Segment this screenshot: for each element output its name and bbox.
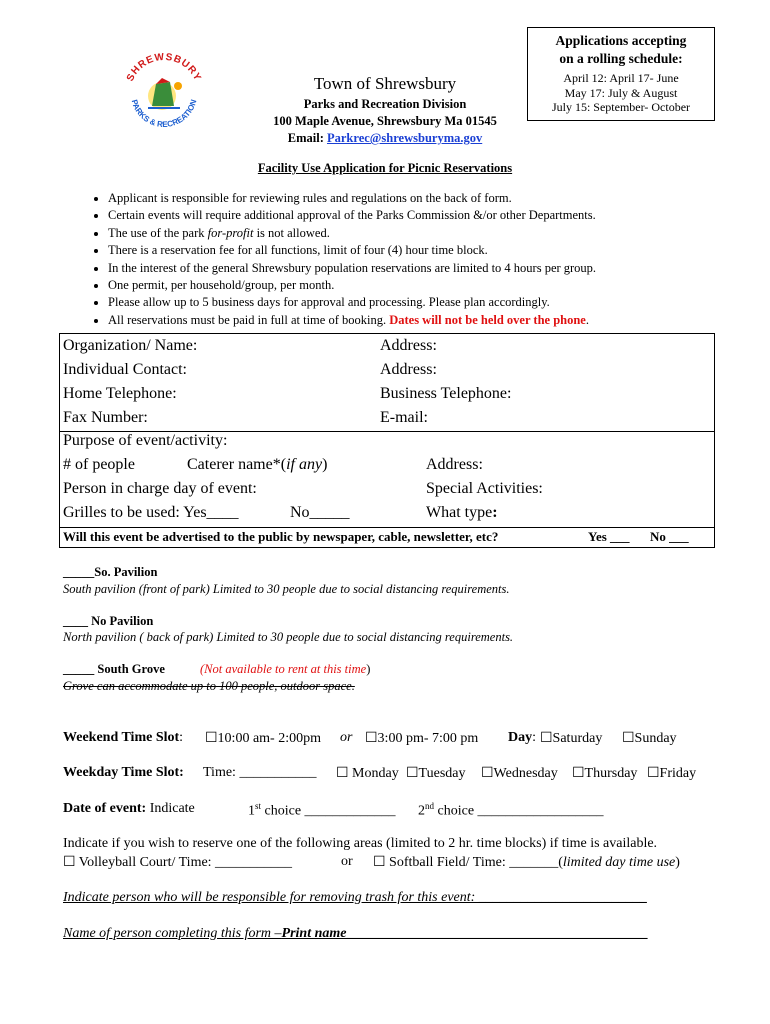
grilles-yes-field[interactable]: Grilles to be used: Yes____ [63,504,239,521]
weekend-or: or [340,730,353,745]
south-grove-desc: Grove can accommodate up to 100 people, outdoor space. [63,679,355,693]
schedule-heading-2: on a rolling schedule: [559,51,683,66]
advertised-yes[interactable]: Yes ___ [588,529,630,544]
email-label: Email: [287,131,327,145]
rule-item: • Please allow up to 5 business days for approval and processing. Please plan accordingly. [108,294,596,311]
division-address: 100 Maple Avenue, Shrewsbury Ma 01545 [273,114,497,128]
svg-text:PARKS & RECREATION: PARKS & RECREATION [129,98,199,130]
day-label: Day: [508,730,537,745]
rule-item: • One permit, per household/group, per month. [108,277,596,294]
advertised-no[interactable]: No ___ [650,529,689,544]
areas-intro: Indicate if you wish to reserve one of the following areas (limited to 2 hr. time blocks) if time is available. [63,836,658,851]
business-telephone-field[interactable]: Business Telephone: [380,385,512,402]
special-activities-field[interactable]: Special Activities: [426,480,543,497]
schedule-box [527,27,715,121]
rule-item: • All reservations must be paid in full at time of booking. Dates will not be held over the phone. [108,312,596,329]
organization-field[interactable]: Organization/ Name: [63,337,198,354]
second-choice-field[interactable]: 2nd choice __________________ [418,801,604,819]
applicant-info-grid [59,333,715,548]
sunday-checkbox[interactable]: ☐Sunday [622,731,677,746]
south-grove-unavailable: (Not available to rent at this time) [200,662,371,676]
address-field-3[interactable]: Address: [426,456,483,473]
weekday-time-label: Weekday Time Slot: [63,765,184,780]
phone-warning: Dates will not be held over the phone [389,312,586,327]
caterer-field[interactable]: Caterer name*(if any) [187,456,328,473]
schedule-line-2: May 17: July & August [564,85,678,100]
division-name: Parks and Recreation Division [303,97,467,111]
south-pavilion-option[interactable]: _____So. Pavilion [63,565,158,579]
schedule-line-1: April 12: April 17- June [563,71,679,85]
softball-field-option[interactable]: ☐ Softball Field/ Time: _______(limited day time use) [373,855,680,870]
address-field-1[interactable]: Address: [380,337,437,354]
south-grove-option[interactable]: _____ South Grove [63,662,165,676]
purpose-field[interactable]: Purpose of event/activity: [63,432,228,449]
north-pavilion-desc: North pavilion ( back of park) Limited to 30 people due to social distancing requirements. [63,630,514,644]
event-section [60,431,714,528]
rules-list [66,190,596,329]
person-in-charge-field[interactable]: Person in charge day of event: [63,480,257,497]
division-email [0,131,770,146]
fax-field[interactable]: Fax Number: [63,409,148,426]
volleyball-court-option[interactable]: ☐ Volleyball Court/ Time: ___________ [63,855,293,870]
form-title: Facility Use Application for Picnic Reservations [257,161,513,175]
people-count-field[interactable]: # of people [63,456,135,473]
rule-item: • Applicant is responsible for reviewing rules and regulations on the back of form. [108,190,596,207]
svg-text:SHREWSBURY: SHREWSBURY [124,52,204,84]
schedule-line-3: July 15: September- October [551,100,691,114]
contact-section [60,334,714,432]
home-telephone-field[interactable]: Home Telephone: [63,385,177,402]
completing-name-field[interactable]: Name of person completing this form –Print name___________________________________________ [63,926,648,941]
wednesday-checkbox[interactable]: ☐Wednesday [481,766,558,781]
weekend-time-label: Weekend Time Slot: [63,730,184,745]
weekday-time-field[interactable]: Time: ___________ [203,765,317,780]
email-field[interactable]: E-mail: [380,409,428,426]
rule-item: • In the interest of the general Shrewsbury population reservations are limited to 4 hours per group. [108,260,596,277]
rule-item: • Certain events will require additional approval of the Parks Commission &/or other Departments. [108,207,596,224]
north-pavilion-option[interactable]: ____ No Pavilion [63,614,154,628]
trash-responsible-field[interactable]: Indicate person who will be responsible for removing trash for this event: ________________________ [63,890,647,905]
advertised-question: Will this event be advertised to the public by newspaper, cable, newsletter, etc? [63,529,499,544]
address-field-2[interactable]: Address: [380,361,437,378]
email-link[interactable]: Parkrec@shrewsburyma.gov [326,131,483,145]
monday-checkbox[interactable]: ☐ Monday [336,766,399,781]
rule-item: • There is a reservation fee for all functions, limit of four (4) hour time block. [108,242,596,259]
south-pavilion-desc: South pavilion (front of park) Limited to 30 people due to social distancing requirements. [63,582,510,596]
areas-or: or [341,854,353,869]
town-title: Town of Shrewsbury [313,74,457,93]
grilles-no-field[interactable]: No_____ [290,504,350,521]
saturday-checkbox[interactable]: ☐Saturday [540,731,603,746]
schedule-heading-1: Applications accepting [555,33,687,48]
weekend-slot-morning[interactable]: ☐10:00 am- 2:00pm [205,731,321,746]
thursday-checkbox[interactable]: ☐Thursday [572,766,638,781]
contact-field[interactable]: Individual Contact: [63,361,187,378]
rule-item: • The use of the park for-profit is not allowed. [108,225,596,242]
date-label: Date of event: Indicate [63,801,195,816]
weekend-slot-afternoon[interactable]: ☐3:00 pm- 7:00 pm [365,731,479,746]
tuesday-checkbox[interactable]: ☐Tuesday [406,766,466,781]
friday-checkbox[interactable]: ☐Friday [647,766,697,781]
first-choice-field[interactable]: 1st choice _____________ [248,801,396,819]
what-type-field[interactable]: What type: [426,504,498,521]
